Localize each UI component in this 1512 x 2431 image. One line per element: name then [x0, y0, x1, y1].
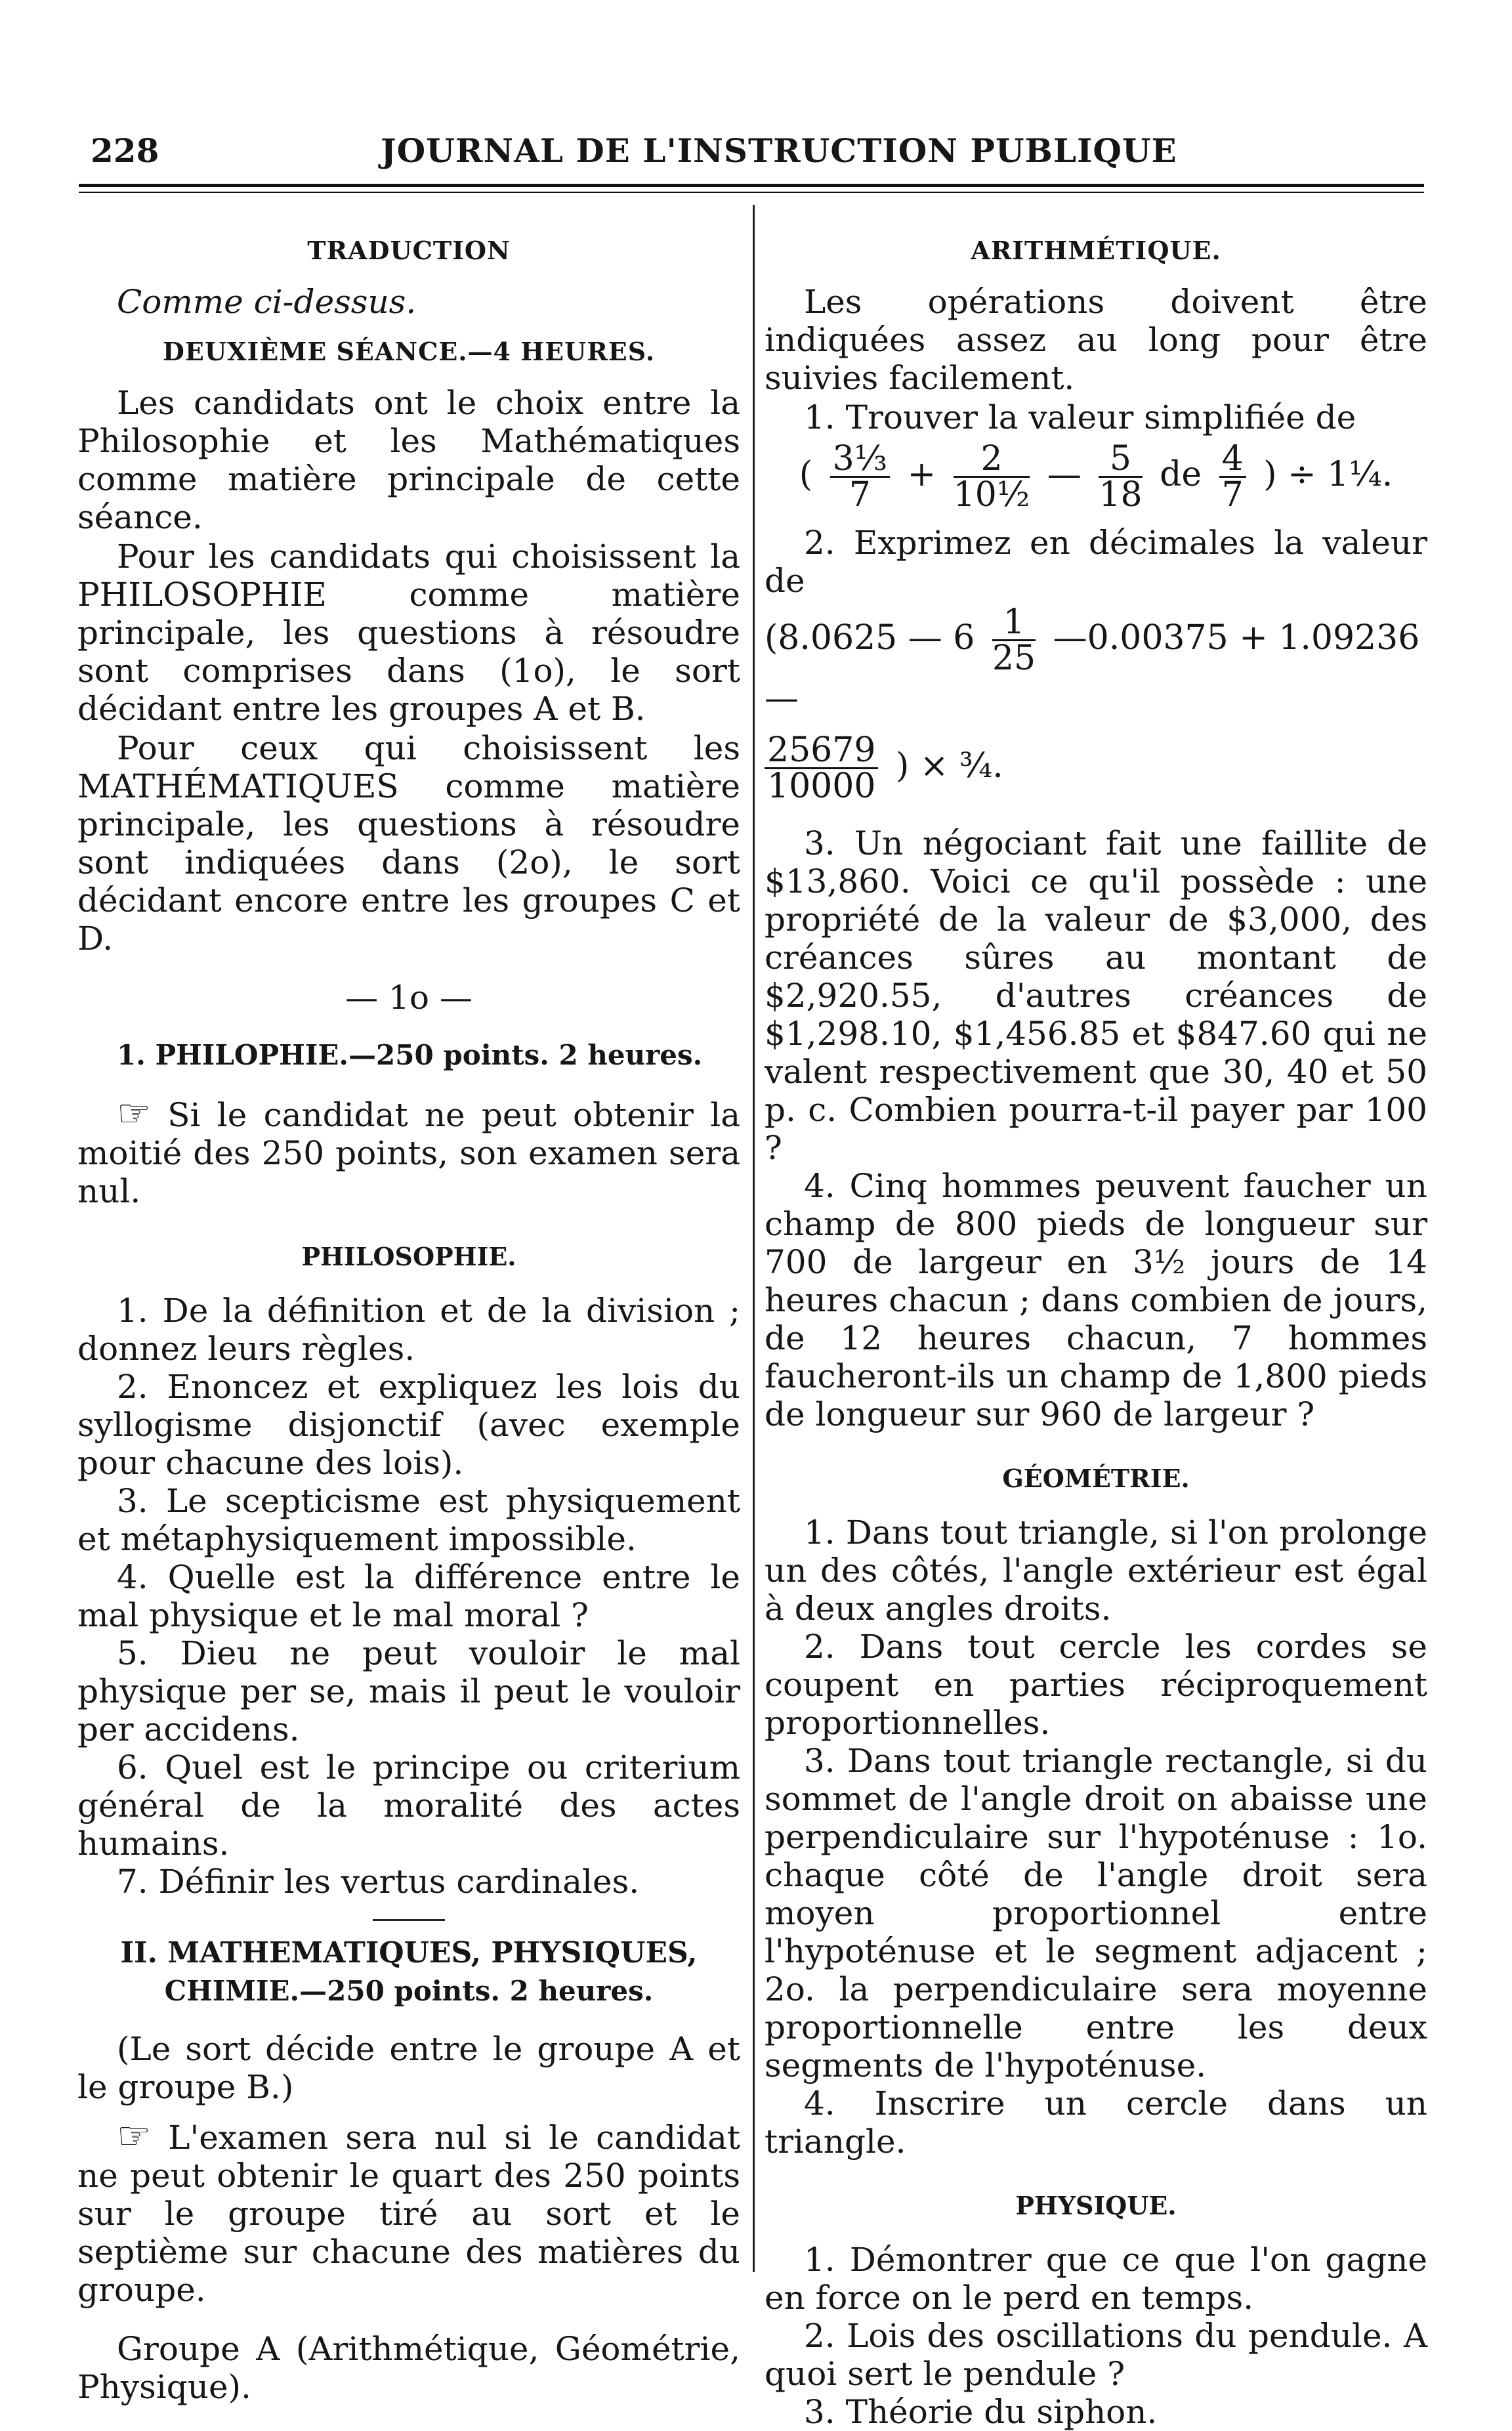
traduction-heading: TRADUCTION [307, 236, 511, 265]
philo-title: 1. PHILOPHIE.—250 points. 2 heures. [117, 1039, 703, 1071]
math-note [77, 2113, 740, 2309]
intro-paragraph: Pour les candidats qui choisissent la PHILOSOPHIE comme matière principale, les questions à résoudre sont comprises dans (1o), le sort décidant entre les groupes A et B. [77, 538, 740, 728]
q2-expression-cont: $\frac{25679}{10000}$ ) × ¾. [765, 733, 1427, 803]
philo-note-text: Si le candidat ne peut obtenir la moitié des 250 points, son examen sera nul. [77, 1096, 740, 1210]
geom-question: 2. Dans tout cercle les cordes se coupent en parties réciproquement proportionnelles. [765, 1628, 1427, 1742]
philo-question: 2. Enoncez et expliquez les lois du syllogisme disjonctif (avec exemple pour chacune des lois). [77, 1368, 740, 1482]
fraction: $\frac{4}{7}$ [1219, 442, 1246, 512]
philo-question: 3. Le scepticisme est physiquement et métaphysiquement impossible. [77, 1482, 740, 1558]
philo-question: 7. Définir les vertus cardinales. [117, 1863, 640, 1901]
section-rule [373, 1919, 445, 1921]
math-title-line1: II. MATHEMATIQUES, PHYSIQUES, [120, 1936, 698, 1970]
section-mark: — 1o — [345, 979, 472, 1017]
comme-ci-dessus: Comme ci-dessus. [117, 283, 417, 321]
philo-question: 5. Dieu ne peut vouloir le mal physique per se, mais il peut le vouloir per accidens. [77, 1634, 740, 1748]
column-divider [753, 205, 755, 2272]
right-column [765, 226, 1427, 2431]
fraction: $\frac{2}{\text{10½}}$ [953, 439, 1030, 515]
seance-heading: DEUXIÈME SÉANCE.—4 HEURES. [162, 337, 656, 366]
left-column [77, 226, 740, 2407]
geom-question: 1. Dans tout triangle, si l'on prolonge un des côtés, l'angle extérieur est égal à deux angles droits. [765, 1513, 1427, 1628]
header-rule [79, 184, 1424, 187]
arith-intro: Les opérations doivent être indiquées assez au long pour être suivies facilement. [765, 283, 1427, 397]
math-note-text: L'examen sera nul si le candidat ne peut obtenir le quart des 250 points sur le groupe tiré au sort et le septième sur chacune des matières du groupe. [77, 2119, 740, 2309]
geom-heading: GÉOMÉTRIE. [1002, 1464, 1190, 1493]
philo-note [77, 1091, 740, 1210]
arith-question-2: 2. Exprimez en décimales la valeur de [765, 524, 1427, 600]
arith-question: 3. Un négociant fait une faillite de $13,860. Voici ce qu'il possède : une propriété de la valeur de $3,000, des créances sûres au montant de $2,920.55, d'autres créances de $1,298.10, $1,456.85 et $847.60 qui ne valent respectivement que 30, 40 et 50 p. c. Combien pourra-t-il payer par 100 ? [765, 824, 1427, 1167]
philo-question: 1. De la définition et de la division ; donnez leurs règles. [77, 1292, 740, 1368]
pointing-hand-icon: ☞ [117, 1091, 151, 1135]
arith-heading: ARITHMÉTIQUE. [971, 236, 1221, 265]
intro-paragraph: Pour ceux qui choisissent les MATHÉMATIQUES comme matière principale, les questions à résoudre sont indiquées dans (2o), le sort décidant encore entre les groupes C et D. [77, 729, 740, 958]
philo-question: 6. Quel est le principe ou criterium général de la moralité des actes humains. [77, 1748, 740, 1863]
q1-expression: ( $\frac{\text{3⅓}}{7}$ + $\frac{2}{\text{10½}}$ — $\frac{5}{18}$ de $\frac{4}{7}$ ) ÷ 1¼. [799, 439, 1393, 515]
fraction: $\frac{5}{18}$ [1099, 439, 1143, 515]
fraction: $\frac{25679}{10000}$ [765, 733, 878, 803]
running-title: JOURNAL DE L'INSTRUCTION PUBLIQUE [381, 131, 1177, 170]
phys-question: 3. Théorie du siphon. [804, 2393, 1158, 2431]
geom-question: 3. Dans tout triangle rectangle, si du sommet de l'angle droit on abaisse une perpendiculaire sur l'hypoténuse : 1o. chaque côté de l'angle droit sera moyen proportionnel entre l'hypoténuse et le segment adjacent ; 2o. la perpendiculaire sera moyenne proportionnelle entre les deux segments de l'hypoténuse. [765, 1742, 1427, 2084]
arith-question: 4. Cinq hommes peuvent faucher un champ de 800 pieds de longueur sur 700 de largeur en 3½ jours de 14 heures chacun ; dans combien de jours, de 12 heures chacun, 7 hommes faucheront-ils un champ de 1,800 pieds de longueur sur 960 de largeur ? [765, 1167, 1427, 1433]
phys-heading: PHYSIQUE. [1015, 2191, 1177, 2220]
intro-paragraph: Les candidats ont le choix entre la Philosophie et les Mathématiques comme matière principale de cette séance. [77, 384, 740, 536]
phys-question: 1. Démontrer que ce que l'on gagne en force on le perd en temps. [765, 2241, 1427, 2317]
philo-heading: PHILOSOPHIE. [301, 1242, 516, 1271]
math-sort: (Le sort décide entre le groupe A et le groupe B.) [77, 2030, 740, 2106]
arith-question-1: 1. Trouver la valeur simplifiée de [804, 398, 1356, 436]
fraction: $\frac{1}{25}$ [992, 602, 1036, 678]
math-title-line2: CHIMIE.—250 points. 2 heures. [164, 1975, 654, 2007]
q2-expression: (8.0625 — 6 $\frac{1}{25}$ —0.00375 + 1.09236— [765, 602, 1420, 718]
page-number: 228 [91, 131, 159, 170]
philo-question: 4. Quelle est la différence entre le mal physique et le mal moral ? [77, 1558, 740, 1634]
groupe-a: Groupe A (Arithmétique, Géométrie, Physique). [77, 2330, 740, 2406]
phys-question: 2. Lois des oscillations du pendule. A quoi sert le pendule ? [765, 2317, 1427, 2393]
geom-question: 4. Inscrire un cercle dans un triangle. [765, 2084, 1427, 2161]
header-rule-thin [79, 192, 1424, 193]
pointing-hand-icon: ☞ [117, 2113, 151, 2158]
fraction: $\frac{\text{3⅓}}{7}$ [830, 442, 890, 512]
